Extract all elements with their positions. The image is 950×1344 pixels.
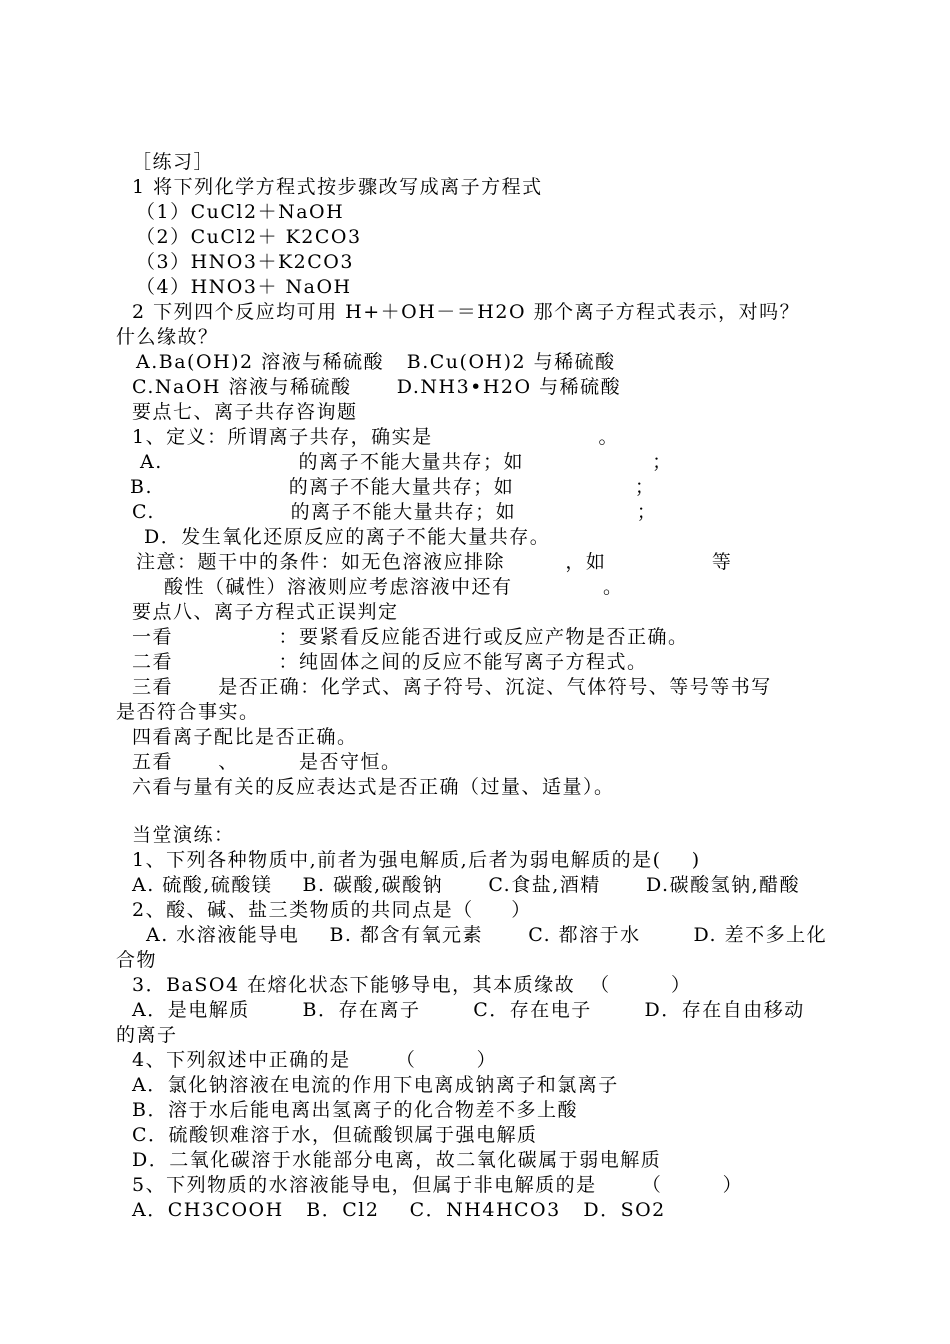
practice-q1-item-3: （3）HNO3＋K2CO3 bbox=[136, 251, 354, 273]
practice-q1-title: 1 将下列化学方程式按步骤改写成离子方程式 bbox=[132, 176, 543, 198]
exercise-q5: 5、下列物质的水溶液能导电，但属于非电解质的是 （ ） bbox=[132, 1174, 744, 1196]
point8-title: 要点八、离子方程式正误判定 bbox=[132, 601, 399, 623]
exercise-q2-options-line1: A. 水溶液能导电 B. 都含有氧元素 C. 都溶于水 D. 差不多上化 bbox=[146, 924, 828, 946]
exercise-q2-options-line2: 合物 bbox=[116, 949, 158, 971]
exercise-q2: 2、酸、碱、盐三类物质的共同点是（ ） bbox=[132, 899, 532, 921]
point7-title: 要点七、离子共存咨询题 bbox=[132, 401, 358, 423]
exercise-q4: 4、下列叙述中正确的是 （ ） bbox=[132, 1049, 498, 1071]
point7-item-d: D．发生氧化还原反应的离子不能大量共存。 bbox=[144, 526, 551, 548]
exercise-q5-options: A．CH3COOH B．Cl2 C．NH4HCO3 D．SO2 bbox=[132, 1199, 666, 1221]
practice-header: ［练习］ bbox=[132, 151, 215, 173]
exercise-q1: 1、下列各种物质中,前者为强电解质,后者为弱电解质的是( ) bbox=[132, 849, 701, 871]
exercise-q1-options: A. 硫酸,硫酸镁 B. 碳酸,碳酸钠 C.食盐,酒精 D.碳酸氢钠,醋酸 bbox=[132, 874, 801, 896]
point8-look6: 六看与量有关的反应表达式是否正确（过量、适量）。 bbox=[132, 776, 615, 798]
practice-q2-options-ab: A.Ba(OH)2 溶液与稀硫酸 B.Cu(OH)2 与稀硫酸 bbox=[136, 351, 616, 373]
point8-look4: 四看离子配比是否正确。 bbox=[132, 726, 358, 748]
exercise-q4-option-c: C．硫酸钡难溶于水，但硫酸钡属于强电解质 bbox=[132, 1124, 538, 1146]
point7-item-b: B. 的离子不能大量共存；如 ； bbox=[130, 476, 656, 498]
practice-q1-item-2: （2）CuCl2＋ K2CO3 bbox=[136, 226, 362, 248]
point7-item-a: A. 的离子不能大量共存；如 ； bbox=[140, 451, 673, 473]
point7-item-c: C. 的离子不能大量共存；如 ； bbox=[132, 501, 658, 523]
exercise-q3: 3．BaSO4 在熔化状态下能够导电，其本质缘故 （ ） bbox=[132, 974, 692, 996]
exercise-q4-option-d: D．二氧化碳溶于水能部分电离，故二氧化碳属于弱电解质 bbox=[132, 1149, 662, 1171]
practice-q2-options-cd: C.NaOH 溶液与稀硫酸 D.NH3•H2O 与稀硫酸 bbox=[132, 376, 622, 398]
exercise-q4-option-a: A．氯化钠溶液在电流的作用下电离成钠离子和氯离子 bbox=[132, 1074, 619, 1096]
point8-look5: 五看 、 是否守恒。 bbox=[132, 751, 402, 773]
point8-look1: 一看 ：要紧看反应能否进行或反应产物是否正确。 bbox=[132, 626, 689, 648]
point7-note-line1: 注意：题干中的条件：如无色溶液应排除 ，如 等 bbox=[136, 551, 733, 573]
practice-q2-line2: 什么缘故？ bbox=[116, 326, 219, 348]
point8-look3-line1: 三看 是否正确：化学式、离子符号、沉淀、气体符号、等号等书写 bbox=[132, 676, 772, 698]
practice-q2-line1: 2 下列四个反应均可用 H+＋OH－＝H2O 那个离子方程式表示，对吗？ bbox=[132, 301, 801, 323]
point7-definition: 1、定义：所谓离子共存，确实是 。 bbox=[132, 426, 619, 448]
exercise-q3-options-line2: 的离子 bbox=[116, 1024, 178, 1046]
exercise-q3-options-line1: A．是电解质 B．存在离子 C．存在电子 D．存在自由移动 bbox=[132, 999, 805, 1021]
practice-q1-item-4: （4）HNO3＋ NaOH bbox=[136, 276, 352, 298]
point8-look3-line2: 是否符合事实。 bbox=[116, 701, 260, 723]
point7-note-line2: 酸性（碱性）溶液则应考虑溶液中还有 。 bbox=[164, 576, 624, 598]
exercise-title: 当堂演练： bbox=[132, 824, 235, 846]
practice-q1-item-1: （1）CuCl2＋NaOH bbox=[136, 201, 345, 223]
point8-look2: 二看 ：纯固体之间的反应不能写离子方程式。 bbox=[132, 651, 648, 673]
exercise-q4-option-b: B．溶于水后能电离出氢离子的化合物差不多上酸 bbox=[132, 1099, 578, 1121]
